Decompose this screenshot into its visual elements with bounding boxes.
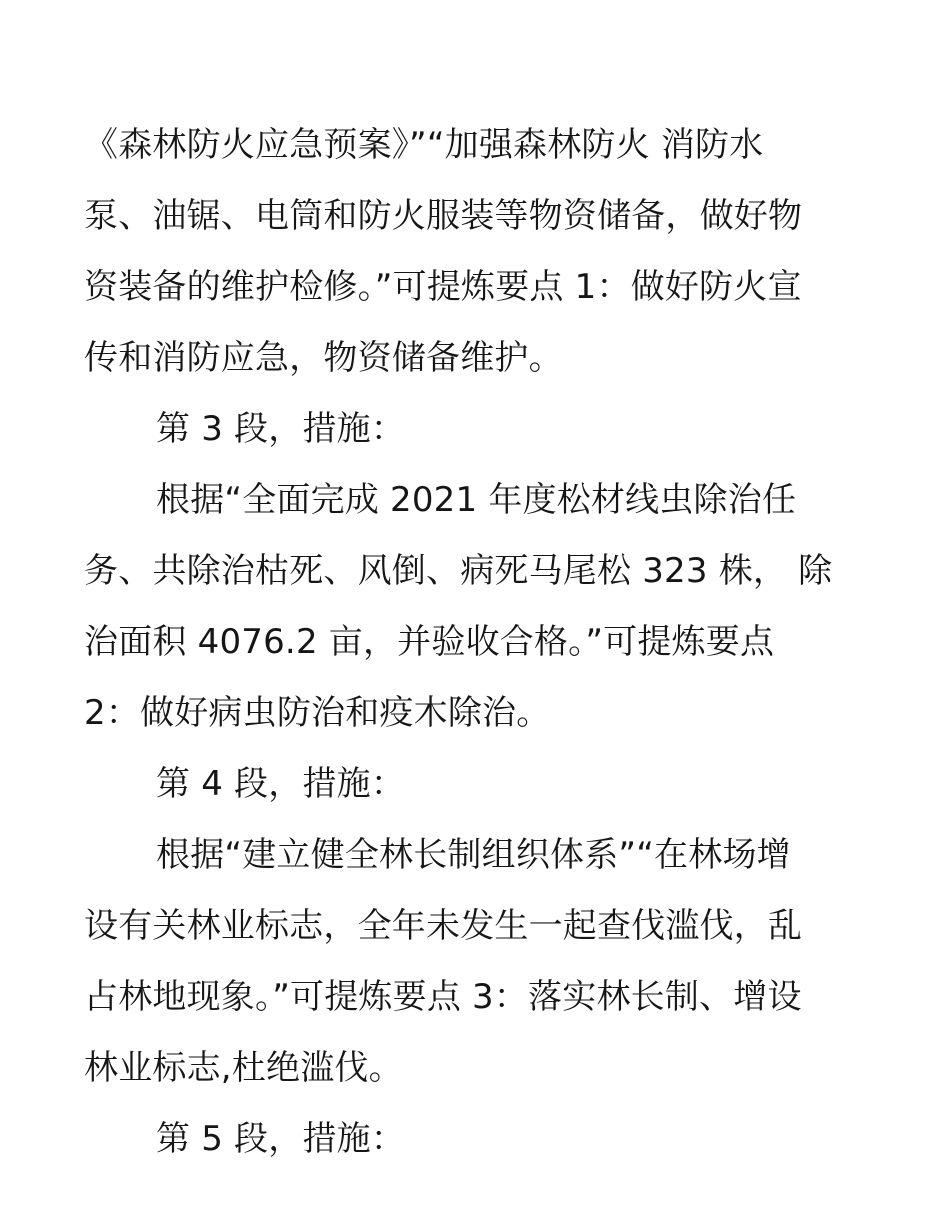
text-line: 传和消防应急，物资储备维护。 — [84, 338, 563, 378]
text-line: 林业标志,杜绝滥伐。 — [84, 1048, 403, 1088]
text-line: 2：做好病虫防治和疫木除治。 — [84, 693, 551, 733]
text-line: 务、共除治枯死、风倒、病死马尾松 323 株， 除 — [84, 551, 833, 591]
section-heading: 第 3 段，措施： — [156, 409, 406, 449]
text-line: 设有关林业标志，全年未发生一起查伐滥伐，乱 — [84, 906, 803, 946]
text-line: 治面积 4076.2 亩，并验收合格。”可提炼要点 — [84, 622, 775, 662]
section-heading: 第 5 段，措施： — [156, 1119, 406, 1159]
text-line: 泵、油锯、电筒和防火服装等物资储备，做好物 — [84, 196, 803, 236]
text-line: 资装备的维护检修。”可提炼要点 1：做好防火宣 — [84, 267, 802, 307]
text-line: 根据“建立健全林长制组织体系”“在林场增 — [156, 835, 791, 875]
text-line: 《森林防火应急预案》”“加强森林防火 消防水 — [84, 125, 764, 165]
text-line: 根据“全面完成 2021 年度松材线虫除治任 — [156, 480, 797, 520]
text-line: 占林地现象。”可提炼要点 3：落实林长制、增设 — [84, 977, 802, 1017]
section-heading: 第 4 段，措施： — [156, 764, 406, 804]
